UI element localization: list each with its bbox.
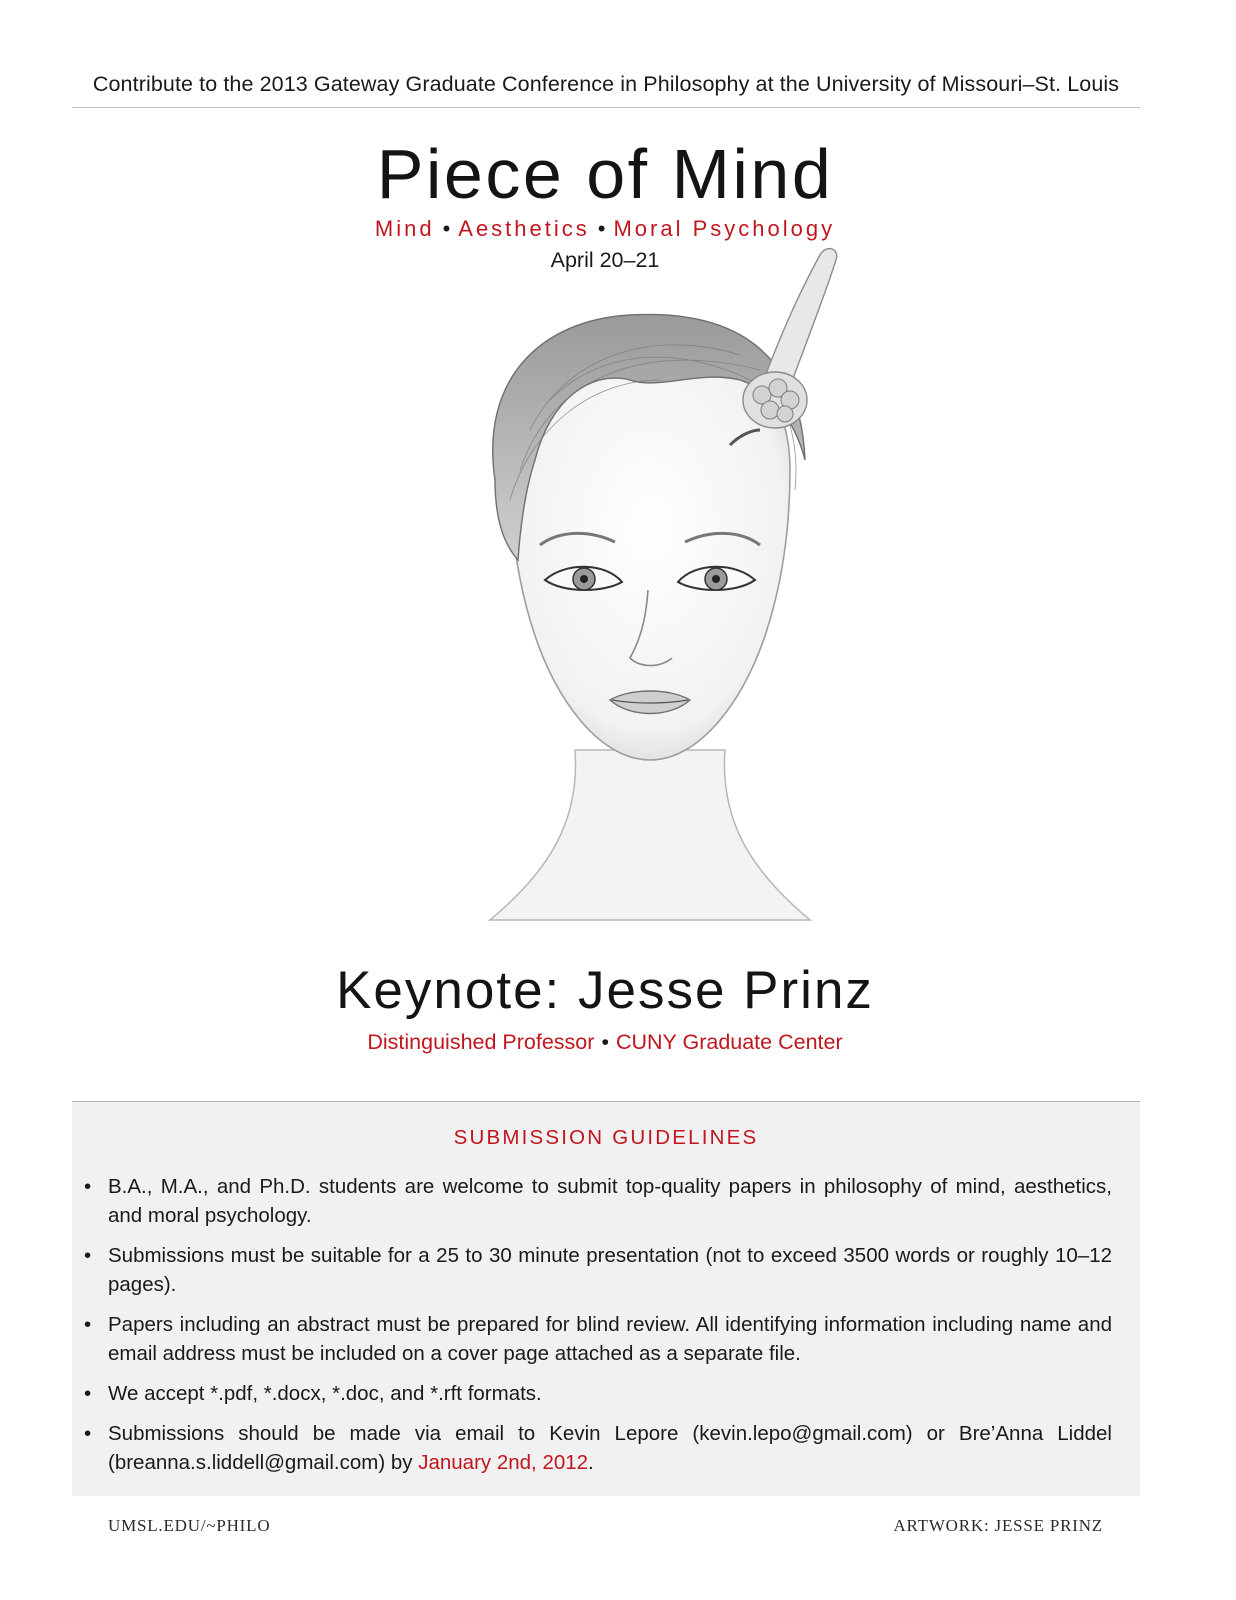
list-item: [84, 1172, 1112, 1230]
keynote-institution: CUNY Graduate Center: [615, 1030, 843, 1054]
guideline-text: B.A., M.A., and Ph.D. students are welcome to submit top-quality papers in philosophy of mind, aesthetics, and moral psychology.: [108, 1175, 1112, 1227]
conference-title: Piece of Mind: [376, 135, 834, 213]
keynote-heading: Keynote: Jesse Prinz: [336, 961, 874, 1020]
submission-deadline: January 2nd, 2012: [418, 1451, 589, 1474]
bullet: •: [84, 1313, 92, 1336]
bullet: •: [84, 1422, 92, 1445]
footer-website: UMSL.EDU/~PHILO: [108, 1516, 271, 1535]
guidelines-list: [84, 1172, 1112, 1488]
bullet: •: [84, 1175, 92, 1198]
conference-dates: April 20–21: [550, 248, 660, 272]
topic-moral-psychology: Moral Psychology: [613, 216, 836, 241]
list-item: [84, 1379, 1112, 1408]
portrait-artwork: [400, 230, 900, 950]
guideline-text: Submissions should be made via email to Kevin Lepore (kevin.lepo@gmail.com) or Bre’Anna Liddel (breanna.s.liddell@gmail.com) by: [108, 1422, 1112, 1474]
guidelines-title: SUBMISSION GUIDELINES: [453, 1126, 759, 1149]
footer-artwork-credit: ARTWORK: JESSE PRINZ: [893, 1516, 1103, 1535]
guideline-text: We accept *.pdf, *.docx, *.doc, and *.rft formats.: [108, 1382, 542, 1405]
keynote-position: Distinguished Professor: [367, 1030, 595, 1054]
header-intro: Contribute to the 2013 Gateway Graduate Conference in Philosophy at the University of Missouri–St. Louis: [92, 72, 1120, 96]
guideline-text: Submissions must be suitable for a 25 to 30 minute presentation (not to exceed 3500 words or roughly 10–12 pages).: [108, 1244, 1112, 1296]
header-divider: [72, 107, 1140, 108]
topic-mind: Mind: [374, 216, 435, 241]
guideline-period: .: [588, 1451, 594, 1474]
submission-guidelines-panel: [72, 1101, 1140, 1496]
separator-dot: •: [601, 1030, 609, 1054]
list-item: [84, 1419, 1112, 1477]
bullet: •: [84, 1382, 92, 1405]
bullet: •: [84, 1244, 92, 1267]
guideline-text: Papers including an abstract must be prepared for blind review. All identifying information including name and email address must be included on a cover page attached as a separate file.: [108, 1313, 1112, 1365]
keynote-affiliation: [0, 1030, 1210, 1055]
list-item: [84, 1241, 1112, 1299]
separator-dot: •: [442, 216, 451, 241]
list-item: [84, 1310, 1112, 1368]
separator-dot: •: [597, 216, 606, 241]
topic-aesthetics: Aesthetics: [458, 216, 590, 241]
